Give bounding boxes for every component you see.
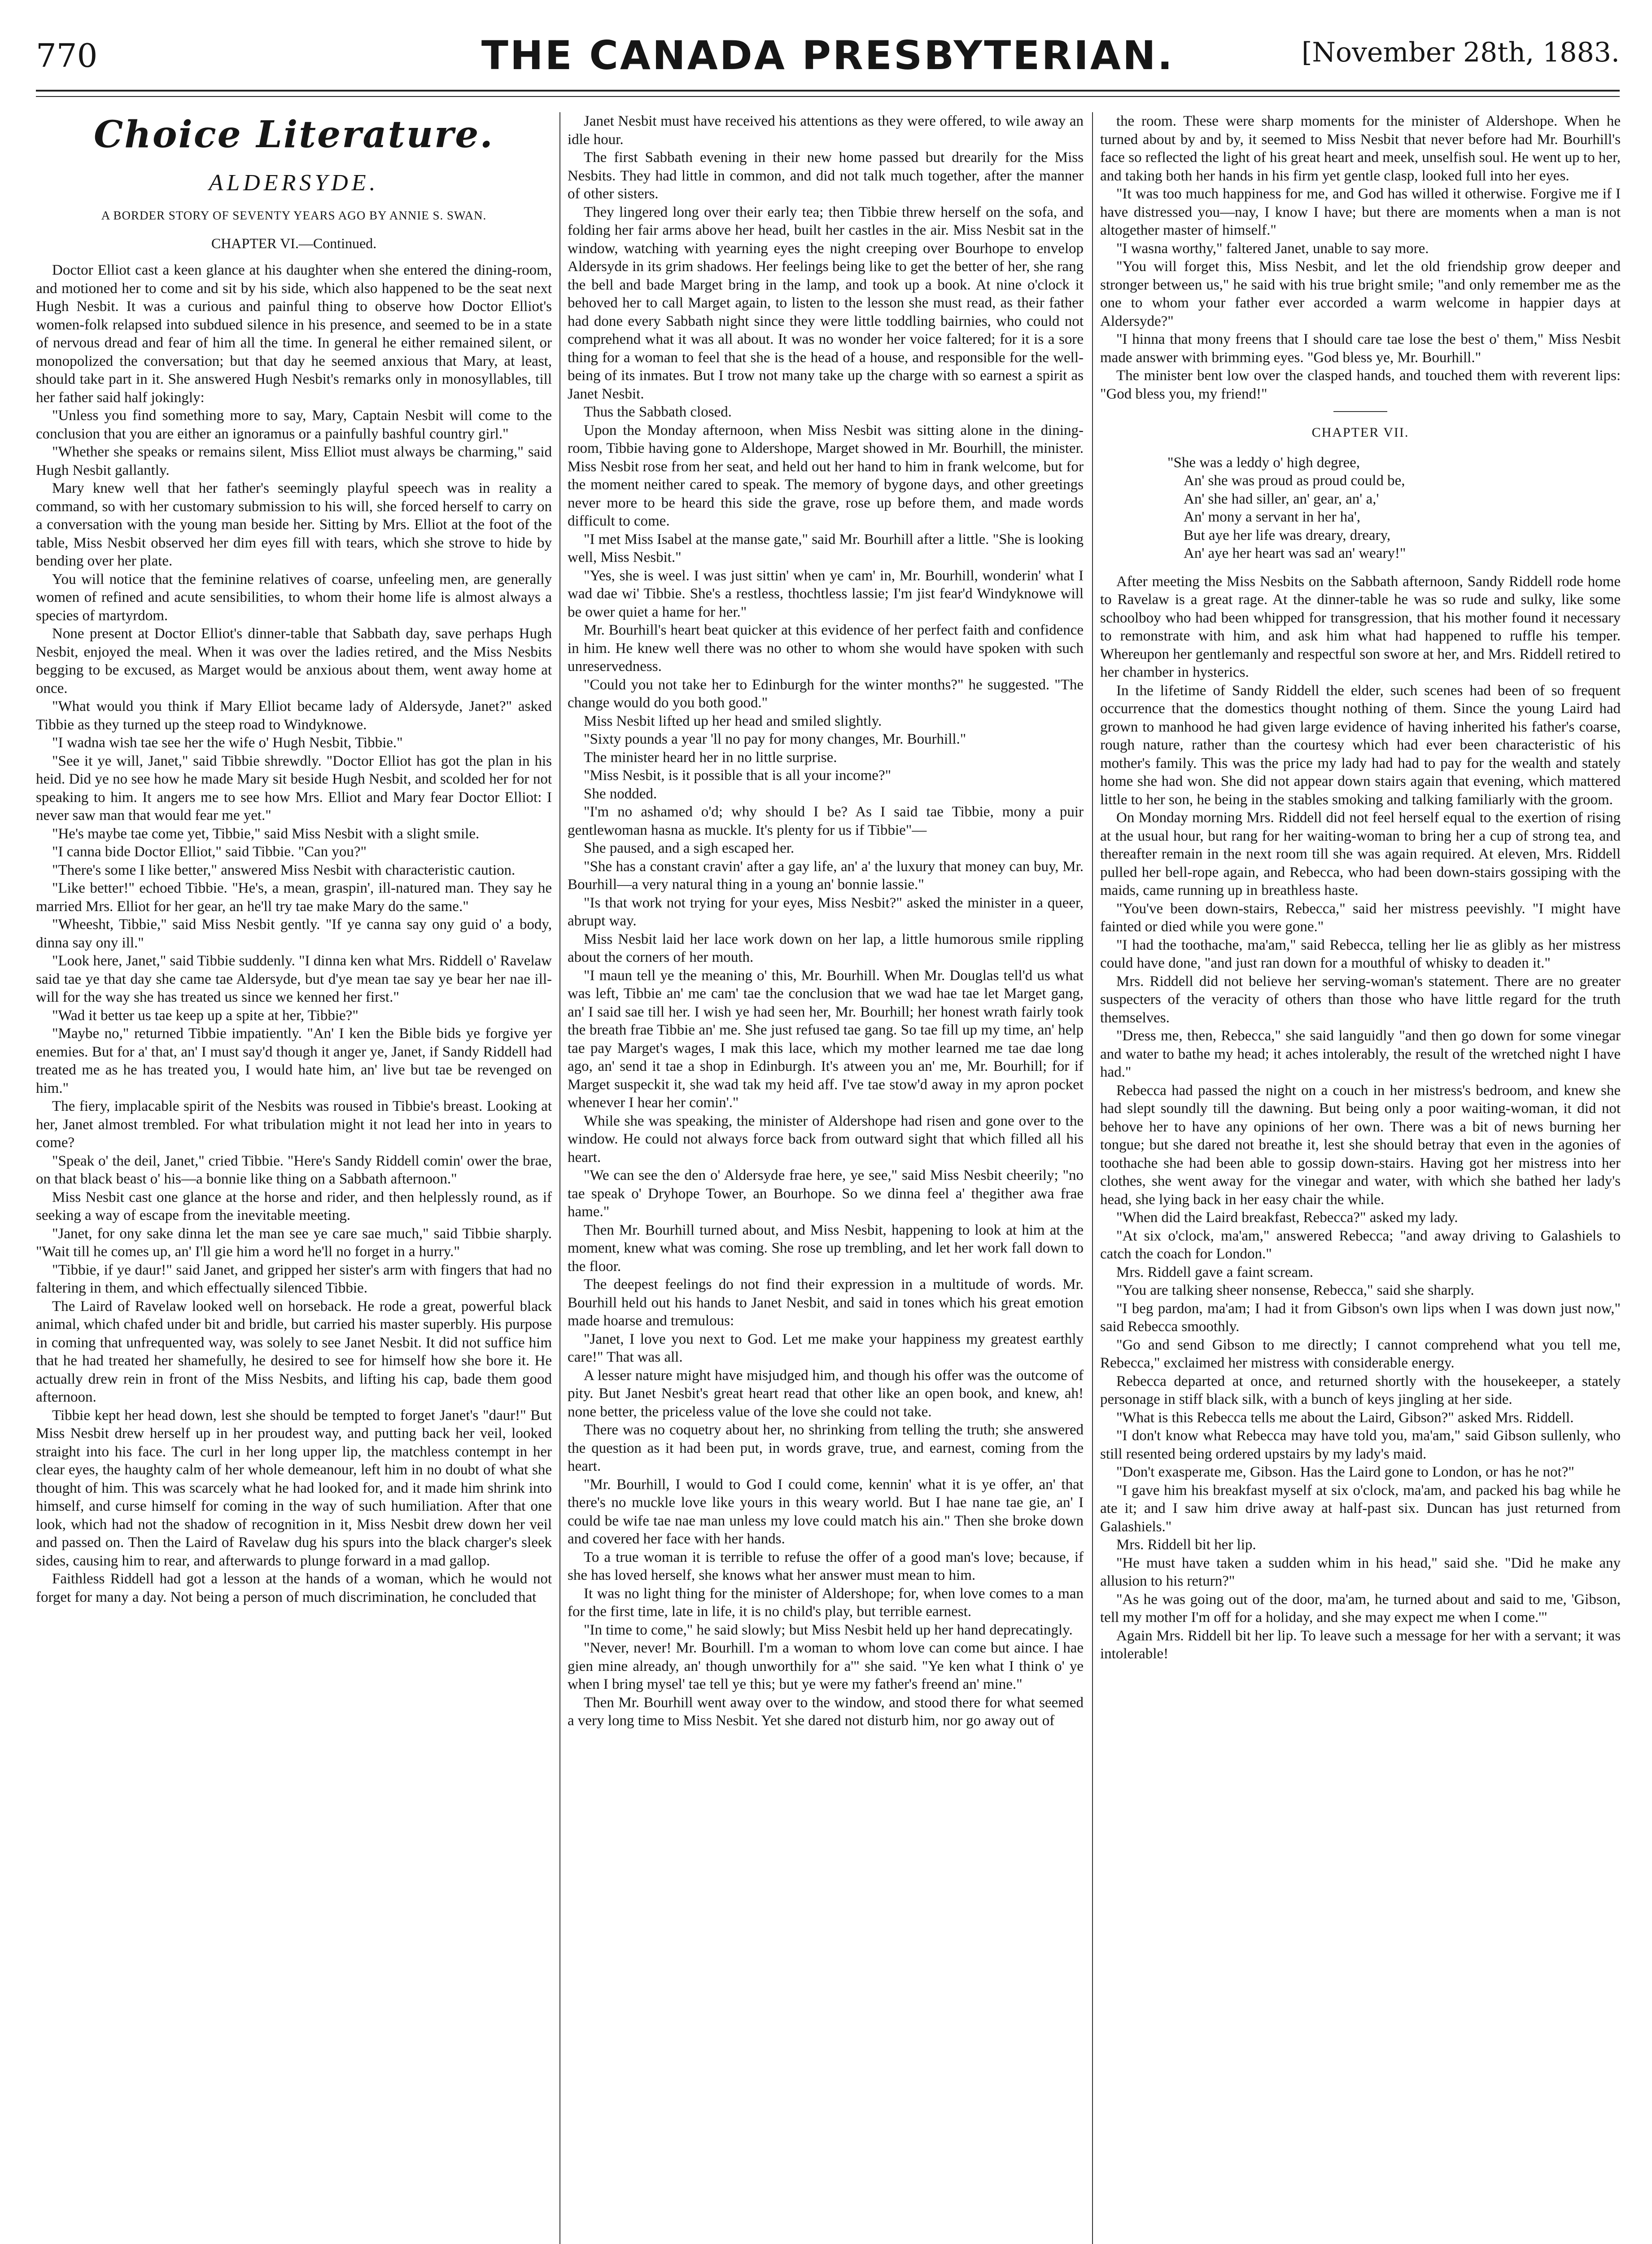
verse-line: An' mony a servant in her ha', (1184, 509, 1361, 525)
column-2-body (568, 112, 1084, 1730)
paragraph: The fiery, implacable spirit of the Nesbits was roused in Tibbie's breast. Looking at her, Janet almost trembled. For what tribulation might it not lead her into in years to come? (36, 1098, 552, 1151)
paragraph: "Never, never! Mr. Bourhill. I'm a woman to whom love can come but aince. I hae gien mine already, an' though unworthily for a'" she said. "Ye ken what I think o' ye when I bring mysel' tae tell ye this; but ye were my father's freend an' mine." (568, 1640, 1084, 1692)
paragraph: You will notice that the feminine relatives of coarse, unfeeling men, are generally women of refined and acute sensibilities, to whom their home life is almost always a species of martyrdom. (36, 571, 552, 624)
paragraph: "I met Miss Isabel at the manse gate," said Mr. Bourhill after a little. "She is looking well, Miss Nesbit." (568, 531, 1084, 565)
paragraph: "What would you think if Mary Elliot became lady of Aldersyde, Janet?" asked Tibbie as they turned up the steep road to Windyknowe. (36, 698, 552, 733)
verse-line: "She was a leddy o' high degree, (1167, 454, 1360, 471)
paragraph: "Dress me, then, Rebecca," she said languidly "and then go down for some vinegar and water to bathe my head; it aches intolerably, the result of the wretched night I have had." (1100, 1028, 1621, 1080)
paragraph: "Could you not take her to Edinburgh for the winter months?" he suggested. "The change would do you both good." (568, 676, 1084, 711)
paragraph: Miss Nesbit cast one glance at the horse and rider, and then helplessly round, as if seeking a way of escape from the inevitable meeting. (36, 1189, 552, 1223)
paragraph: "Speak o' the deil, Janet," cried Tibbie. "Here's Sandy Riddell comin' ower the brae, on that black beast o' his—a bonnie like thing on a Sabbath afternoon." (36, 1153, 552, 1187)
paragraph: "I hinna that mony freens that I should care tae lose the best o' them," Miss Nesbit made answer with brimming eyes. "God bless ye, Mr. Bourhill." (1100, 331, 1621, 366)
issue-date: [November 28th, 1883. (1301, 37, 1620, 68)
chapter-heading: CHAPTER VI.—Continued. (211, 235, 377, 251)
paragraph: Mary knew well that her father's seemingly playful speech was in reality a command, so with her customary submission to his will, she forced herself to carry on a conversation with the young man beside her. Sitting by Mrs. Elliot at the foot of the table, Miss Nesbit observed her dim eyes fill with tears, which she strove to hide by bending over her plate. (36, 480, 552, 569)
paragraph: "At six o'clock, ma'am," answered Rebecca; "and away driving to Galashiels to catch the coach for London." (1100, 1227, 1621, 1262)
paragraph: Again Mrs. Riddell bit her lip. To leave such a message for her with a servant; it was intolerable! (1100, 1627, 1621, 1662)
paragraph: On Monday morning Mrs. Riddell did not feel herself equal to the exertion of rising at the usual hour, but rang for her waiting-woman to bring her a cup of strong tea, and thereafter remain in the next room till she was again required. At eleven, Mrs. Riddell pulled her bell-rope again, and Rebecca, who had been down-stairs gossiping with the maids, came running up in breathless haste. (1100, 810, 1621, 898)
journal-title: THE CANADA PRESBYTERIAN. (481, 32, 1175, 79)
paragraph: Then Mr. Bourhill turned about, and Miss Nesbit, happening to look at him at the moment, knew what was coming. She rose up trembling, and let her work fall down to the floor. (568, 1222, 1084, 1275)
paragraph: The minister bent low over the clasped hands, and touched them with reverent lips: "God bless you, my friend!" (1100, 368, 1621, 402)
masthead-rule (36, 90, 1620, 92)
paragraph: Thus the Sabbath closed. (584, 404, 732, 420)
paragraph: "Janet, I love you next to God. Let me make your happiness my greatest earthly care!" That was all. (568, 1331, 1084, 1365)
paragraph: Janet Nesbit must have received his attentions as they were offered, to wile away an idle hour. (568, 113, 1084, 148)
story-byline: A BORDER STORY OF SEVENTY YEARS AGO BY ANNIE S. SWAN. (101, 209, 487, 222)
paragraph: In the lifetime of Sandy Riddell the elder, such scenes had been of so frequent occurrence that the domestics thought nothing of them. Since the young Laird had grown to manhood he had given large evidence of having inherited his father's coarse, rough nature, rather than the courtesy which had ever been characteristic of his mother's family. This was the price my lady had had to pay for the wealth and stately home she had won. She did not appear down stairs again that evening, which mattered little to her son, he being in the stables smoking and talking familiarly with the groom. (1100, 682, 1621, 808)
paragraph: "I wadna wish tae see her the wife o' Hugh Nesbit, Tibbie." (52, 735, 403, 751)
paragraph: The Laird of Ravelaw looked well on horseback. He rode a great, powerful black animal, which chafed under bit and bridle, but carried his master superbly. His purpose in coming that unfrequented way, was solely to see Janet Nesbit. It did not suffice him that he had treated her shamefully, he desired to see for himself how she bore it. He actually drew rein in front of the Miss Nesbits, and lifting his cap, bade them good afternoon. (36, 1298, 552, 1405)
paragraph: They lingered long over their early tea; then Tibbie threw herself on the sofa, and folding her fair arms above her head, built her castles in the air. Miss Nesbit sat in the window, watching with yearning eyes the night creeping over Bourhope to envelop Aldersyde in its grim shadows. Her feelings being like to get the better of her, she rang the bell and bade Marget bring in the lamp, and took up a book. At nine o'clock it behoved her to call Marget again, to listen to the lesson she must read, as their father had done every Sabbath night since they were little toddling bairnies, who could not comprehend what it was all about. It was no wonder her voice faltered; for it is a sore thing for a woman to feel that she is the head of a house, and responsible for the well-being of its inmates. But I trow not many take up the charge with so earnest a spirit as Janet Nesbit. (568, 204, 1084, 402)
page-number: 770 (36, 37, 98, 75)
paragraph: Mrs. Riddell bit her lip. (1116, 1537, 1256, 1553)
paragraph: A lesser nature might have misjudged him, and though his offer was the outcome of pity. But Janet Nesbit's great heart read that other like an open book, and knew, ah! none better, the priceless value of the love she could not take. (568, 1367, 1084, 1420)
paragraph: Miss Nesbit lifted up her head and smiled slightly. (584, 713, 882, 729)
column-2 (568, 112, 1084, 2244)
paragraph: "You've been down-stairs, Rebecca," said her mistress peevishly. "I might have fainted or died while you were gone." (1100, 900, 1621, 935)
paragraph: "She has a constant cravin' after a gay life, an' a' the luxury that money can buy, Mr. Bourhill—a very natural thing in a young an' bonnie lassie." (568, 858, 1084, 893)
paragraph: She nodded. (584, 785, 657, 802)
paragraph: the room. These were sharp moments for the minister of Aldershope. When he turned about by and by, it seemed to Miss Nesbit that never before had Mr. Bourhill's face so reflected the light of his great heart and meek, unselfish soul. He went up to her, and taking both her hands in his firm yet gentle clasp, looked full into her eyes. (1100, 113, 1621, 184)
paragraph: Mrs. Riddell did not believe her serving-woman's statement. There are no greater suspecters of the veracity of others than those who have little regard for the truth themselves. (1100, 973, 1621, 1026)
paragraph: "I don't know what Rebecca may have told you, ma'am," said Gibson sullenly, who still resented being ordered upstairs by my lady's maid. (1100, 1428, 1621, 1462)
paragraph: While she was speaking, the minister of Aldershope had risen and gone over to the window. He could not always force back from outward sight that which filled all his heart. (568, 1113, 1084, 1166)
masthead-rule-thin (36, 96, 1620, 97)
verse-line: An' she had siller, an' gear, an' a,' (1184, 491, 1379, 507)
paragraph: "Wad it better us tae keep up a spite at her, Tibbie?" (52, 1007, 358, 1024)
column-1 (36, 112, 552, 2244)
verse-line: An' she was proud as proud could be, (1184, 473, 1405, 489)
paragraph: Then Mr. Bourhill went away over to the window, and stood there for what seemed a very long time to Miss Nesbit. Yet she dared not disturb him, nor go away out of (568, 1694, 1084, 1729)
paragraph: "I beg pardon, ma'am; I had it from Gibson's own lips when I was down just now," said Rebecca smoothly. (1100, 1300, 1621, 1335)
paragraph: "Miss Nesbit, is it possible that is all your income?" (584, 767, 892, 784)
column-divider (559, 112, 560, 2244)
section-title: Choice Literature. (94, 113, 494, 156)
paragraph: Rebecca departed at once, and returned shortly with the housekeeper, a stately personage in stiff black silk, with a bunch of keys jingling at her side. (1100, 1373, 1621, 1407)
paragraph: The minister heard her in no little surprise. (584, 749, 837, 766)
paragraph: "Whether she speaks or remains silent, Miss Elliot must always be charming," said Hugh Nesbit gallantly. (36, 444, 552, 478)
chapter-heading: CHAPTER VII. (1311, 425, 1409, 440)
paragraph: "We can see the den o' Aldersyde frae here, ye see," said Miss Nesbit cheerily; "no tae speak o' Dryhope Tower, an Bourhope. So we dinna feel a' thegither awa frae hame." (568, 1167, 1084, 1220)
paragraph: The first Sabbath evening in their new home passed but drearily for the Miss Nesbits. They had little in common, and did not talk much together, after the manner of other sisters. (568, 149, 1084, 202)
verse-line: An' aye her heart was sad an' weary!" (1184, 545, 1406, 561)
paragraph: Tibbie kept her head down, lest she should be tempted to forget Janet's "daur!" But Miss Nesbit drew herself up in her proudest way, and putting back her veil, looked straight into his face. The curl in her long upper lip, the matchless contempt in her clear eyes, the haughty calm of her whole demeanour, left him in no doubt of what she thought of him. This was scarcely what he had looked for, and it made him shrink into himself, and curse himself for coming in the way of such humiliation. After that one look, which had not the shadow of recognition in it, Miss Nesbit drew down her veil and passed on. Then the Laird of Ravelaw dug his spurs into the black charger's sleek sides, causing him to rear, and afterwards to plunge forward in a mad gallop. (36, 1407, 552, 1569)
paragraph: "I gave him his breakfast myself at six o'clock, ma'am, and packed his bag while he ate it; and I saw him drive away at half-past six. Duncan has just returned from Galashiels." (1100, 1482, 1621, 1535)
paragraph: None present at Doctor Elliot's dinner-table that Sabbath day, save perhaps Hugh Nesbit, enjoyed the meal. When it was over the ladies retired, and the Miss Nesbits begging to be excused, as Marget would be anxious about them, went away home at once. (36, 626, 552, 697)
story-title: ALDERSYDE. (209, 170, 379, 196)
paragraph: Rebecca had passed the night on a couch in her mistress's bedroom, and knew she had slept soundly till the dawning. But being only a poor waiting-woman, it did not behove her to have any opinions of her own. There was a bit of news burning her tongue; but she dared not breathe it, lest she should betray that even in the agonies of toothache she had been able to gossip down-stairs. Having got her mistress into her clothes, she went away for the vinegar and water, with which she bathed her lady's head, she lying back in her easy chair the while. (1100, 1082, 1621, 1208)
paragraph: "Yes, she is weel. I was just sittin' when ye cam' in, Mr. Bourhill, wonderin' what I wad dae wi' Tibbie. She's a restless, thochtless lassie; I'm jist fear'd Windyknowe will be ower quiet a hame for her." (568, 567, 1084, 620)
paragraph: "What is this Rebecca tells me about the Laird, Gibson?" asked Mrs. Riddell. (1116, 1409, 1574, 1426)
paragraph: Upon the Monday afternoon, when Miss Nesbit was sitting alone in the dining-room, Tibbie having gone to Aldershope, Marget showed in Mr. Bourhill, the minister. Miss Nesbit rose from her seat, and held out her hand to him in frank welcome, but for the moment neither cared to speak. The memory of bygone days, and other greetings never more to be heard this side the grave, rose up before them, and made words difficult to come. (568, 422, 1084, 529)
paragraph: To a true woman it is terrible to refuse the offer of a good man's love; because, if she has loved herself, she knows what her answer must mean to him. (568, 1549, 1084, 1583)
paragraph: Mrs. Riddell gave a faint scream. (1116, 1264, 1313, 1280)
paragraph: "Like better!" echoed Tibbie. "He's, a mean, graspin', ill-natured man. They say he married Mrs. Elliot for her gear, an he'll try tae make Mary do the same." (36, 880, 552, 915)
paragraph: "I had the toothache, ma'am," said Rebecca, telling her lie as glibly as her mistress could have done, "and just ran down for a mouthful of whisky to deaden it." (1100, 937, 1621, 971)
paragraph: "He's maybe tae come yet, Tibbie," said Miss Nesbit with a slight smile. (52, 825, 480, 842)
column-divider (1092, 112, 1093, 2244)
paragraph: "Sixty pounds a year 'll no pay for mony changes, Mr. Bourhill." (584, 731, 966, 747)
paragraph: "Janet, for ony sake dinna let the man see ye care sae much," said Tibbie sharply. "Wait till he comes up, an' I'll gie him a word he'll no forget in a hurry." (36, 1225, 552, 1260)
paragraph: "Maybe no," returned Tibbie impatiently. "An' I ken the Bible bids ye forgive yer enemies. But for a' that, an' I must say'd though it anger ye, Janet, if Sandy Riddell had treated me as he has treated you, I would hate him, an' live but tae be revenged on him." (36, 1026, 552, 1096)
paragraph: There was no coquetry about her, no shrinking from telling the truth; she answered the question as it had been put, in words grave, true, and earnest, coming from the heart. (568, 1422, 1084, 1474)
paragraph: "Unless you find something more to say, Mary, Captain Nesbit will come to the conclusion that you are either an ignoramus or a painfully bashful country girl." (36, 408, 552, 442)
chapter-divider-rule (1333, 411, 1387, 412)
paragraph: "He must have taken a sudden whim in his head," said she. "Did he make any allusion to his return?" (1100, 1555, 1621, 1589)
paragraph: "Mr. Bourhill, I would to God I could come, kennin' what it is ye offer, an' that there's no muckle love like yours in this weary world. But I hae nane tae gie, an' I could be wife tae nae man unless my love could match his ain." Then she broke down and covered her face with her hands. (568, 1476, 1084, 1547)
column-3 (1100, 112, 1621, 2244)
paragraph: "You are talking sheer nonsense, Rebecca," said she sharply. (1116, 1282, 1474, 1298)
paragraph: "When did the Laird breakfast, Rebecca?" asked my lady. (1116, 1210, 1458, 1226)
paragraph: Doctor Elliot cast a keen glance at his daughter when she entered the dining-room, and motioned her to come and sit by his side, which also happened to be the seat next Hugh Nesbit. It was a curious and painful thing to observe how Doctor Elliot's women-folk relapsed into subdued silence in his presence, and seemed to be in a state of nervous dread and fear of him all the time. In general he either remained silent, or monopolized the conversation; but that day he seemed anxious that Mary, at least, should take part in it. She answered Hugh Nesbit's remarks only in monosyllables, till her father said half jokingly: (36, 262, 552, 406)
paragraph: "Don't exasperate me, Gibson. Has the Laird gone to London, or has he not?" (1116, 1464, 1574, 1480)
paragraph: After meeting the Miss Nesbits on the Sabbath afternoon, Sandy Riddell rode home to Ravelaw is a great rage. At the dinner-table he was so rude and sulky, like some schoolboy who had been whipped for transgression, that his mother found it necessary to remonstrate with him, and ask him what had happened to ruffle his temper. Whereupon her gentlemanly and respectful son swore at her, and Mrs. Riddell retired to her chamber in hysterics. (1100, 573, 1621, 680)
paragraph: "Go and send Gibson to me directly; I cannot comprehend what you tell me, Rebecca," exclaimed her mistress with considerable energy. (1100, 1337, 1621, 1371)
masthead (36, 27, 1620, 85)
paragraph: "You will forget this, Miss Nesbit, and let the old friendship grow deeper and stronger between us," he said with his true bright smile; "and only remember me as the one to whom your father ever accorded a warm welcome in happier days at Aldersyde?" (1100, 259, 1621, 329)
paragraph: The deepest feelings do not find their expression in a multitude of words. Mr. Bourhill held out his hands to Janet Nesbit, and said in tones which his great emotion made hoarse and tremulous: (568, 1276, 1084, 1329)
paragraph: "Look here, Janet," said Tibbie suddenly. "I dinna ken what Mrs. Riddell o' Ravelaw said tae ye that day she came tae Aldersyde, but d'ye mean tae say ye bear her nae ill-will for the way she has treated us since we kenned her first." (36, 953, 552, 1005)
verse-line: But aye her life was dreary, dreary, (1184, 527, 1391, 543)
paragraph: Faithless Riddell had got a lesson at the hands of a woman, which he would not forget for many a day. Not being a person of much discrimination, he concluded that (36, 1571, 552, 1605)
paragraph: "I'm no ashamed o'd; why should I be? As I said tae Tibbie, mony a puir gentlewoman hasna as muckle. It's plenty for us if Tibbie"— (568, 804, 1084, 838)
paragraph: "I maun tell ye the meaning o' this, Mr. Bourhill. When Mr. Douglas tell'd us what was left, Tibbie an' me cam' tae the conclusion that we wad hae tae let Marget gang, an' I said sae till her. I wish ye had seen her, Mr. Bourhill; her honest wrath fairly took the breath frae Tibbie an' me. She just refused tae gang. So tae fill up my time, an' help tae pay Marget's wages, I mak this lace, which my mother learned me tae dae long ago, an' send it tae a shop in Edinburgh. It's atween you an' me, Mr. Bourhill; for if Marget suspeckit it, she wad tak my heid aff. I've tae stow'd away in my apron pocket whenever I hear her comin'." (568, 967, 1084, 1111)
paragraph: Miss Nesbit laid her lace work down on her lap, a little humorous smile rippling about the corners of her mouth. (568, 931, 1084, 965)
paragraph: "I canna bide Doctor Elliot," said Tibbie. "Can you?" (52, 844, 367, 860)
epigraph-verse (1167, 454, 1621, 563)
column-3-body-continued (1100, 573, 1621, 1663)
paragraph: It was no light thing for the minister of Aldershope; for, when love comes to a man for the first time, late in life, it is no child's play, but terrible earnest. (568, 1585, 1084, 1620)
paragraph: "In time to come," he said slowly; but Miss Nesbit held up her hand deprecatingly. (584, 1622, 1073, 1638)
paragraph: "It was too much happiness for me, and God has willed it otherwise. Forgive me if I have distressed you—nay, I know I have; but there are moments when a man is not altogether master of himself." (1100, 186, 1621, 238)
column-1-body (36, 261, 552, 1606)
column-3-body (1100, 112, 1621, 403)
paragraph: "Wheesht, Tibbie," said Miss Nesbit gently. "If ye canna say ony guid o' a body, dinna say ony ill." (36, 916, 552, 951)
paragraph: "See it ye will, Janet," said Tibbie shrewdly. "Doctor Elliot has got the plan in his heid. Did ye no see how he made Mary sit beside Hugh Nesbit, and scolded her for not speaking to him. It angers me to see how Mrs. Elliot and Mary fear Doctor Elliot: I never saw man that would fear me yet." (36, 753, 552, 824)
paragraph: "There's some I like better," answered Miss Nesbit with characteristic caution. (52, 862, 516, 878)
paragraph: "As he was going out of the door, ma'am, he turned about and said to me, 'Gibson, tell my mother I'm off for a holiday, and she may expect me when I come.'" (1100, 1591, 1621, 1626)
paragraph: "I wasna worthy," faltered Janet, unable to say more. (1116, 240, 1429, 257)
paragraph: "Is that work not trying for your eyes, Miss Nesbit?" asked the minister in a queer, abrupt way. (568, 894, 1084, 929)
paragraph: She paused, and a sigh escaped her. (584, 840, 795, 856)
paragraph: "Tibbie, if ye daur!" said Janet, and gripped her sister's arm with fingers that had no faltering in them, and which effectually silenced Tibbie. (36, 1262, 552, 1296)
paragraph: Mr. Bourhill's heart beat quicker at this evidence of her perfect faith and confidence in him. He knew well there was no other to whom she would have spoken with such unreservedness. (568, 622, 1084, 675)
